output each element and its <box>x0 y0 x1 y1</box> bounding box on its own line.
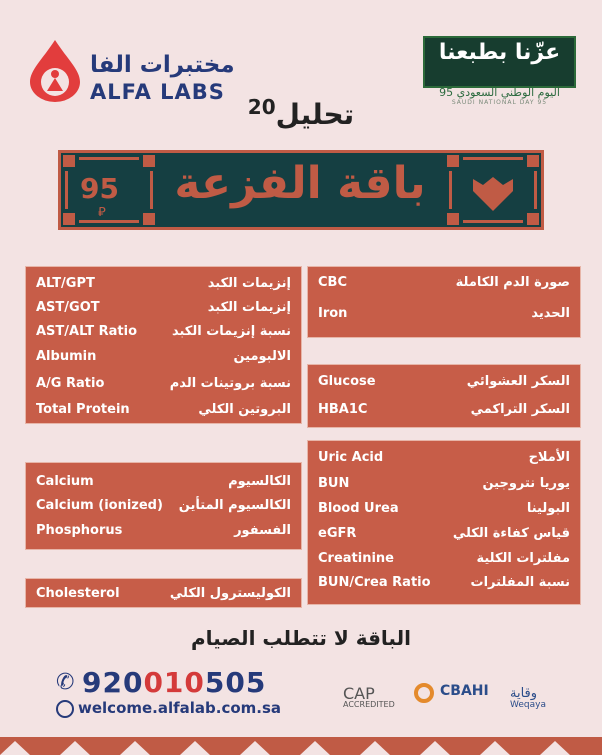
weqaya-logo-arabic: وقاية <box>510 686 538 701</box>
cbahi-ring-icon <box>414 683 434 703</box>
riyal-icon: ⃁ <box>98 205 106 220</box>
brand-name-arabic: مختبرات الفا <box>90 52 235 78</box>
package-name: باقة الفزعة <box>174 158 426 209</box>
weqaya-logo-english: Weqaya <box>510 700 546 710</box>
tests-box-kidney: Uric Acid الأملاح BUN يوريا نتروجين Blood Urea البولينا eGFR قياس كفاءة الكلي Creatinine مفلترات الكلية BUN/Crea Ratio نسبة المفلترات <box>307 440 581 605</box>
phone-icon: ✆ <box>56 670 75 695</box>
saudi-badge-english: SAUDI NATIONAL DAY 95 <box>451 99 548 106</box>
brand-name-english: ALFA LABS <box>90 80 225 104</box>
phone-number[interactable]: 920010505 <box>82 666 267 699</box>
saudi-badge-subtitle: اليوم الوطني السعودي 95 <box>439 86 560 99</box>
pattern-right-hands-icon <box>445 153 541 227</box>
bottom-pattern-icon <box>0 737 602 755</box>
tests-label: تحليل <box>275 98 355 131</box>
tests-box-cholesterol: Cholesterol الكوليسترول الكلي <box>25 578 302 608</box>
tests-box-liver: ALT/GPT إنزيمات الكبد AST/GOT إنزيمات الكبد AST/ALT Ratio نسبة إنزيمات الكبد Albumin الالبومين A/G Ratio نسبة بروتينات الدم Total Protein البروتين الكلي <box>25 266 302 424</box>
tests-count: 20 <box>247 95 276 119</box>
alfa-labs-logo-icon <box>28 38 82 102</box>
package-price: 95 <box>80 172 119 205</box>
fasting-note: الباقة لا تتطلب الصيام <box>191 626 411 650</box>
globe-icon <box>56 700 74 718</box>
tests-count-heading <box>0 95 602 131</box>
saudi-badge-title: عزّنا بطبعنا <box>438 40 561 65</box>
cap-accredited-label: ACCREDITED <box>343 700 395 709</box>
cbahi-logo: CBAHI <box>440 683 489 699</box>
tests-box-sugar: Glucose السكر العشوائي HBA1C السكر التراكمي <box>307 364 581 428</box>
website-link[interactable]: welcome.alfalab.com.sa <box>78 699 282 717</box>
cap-logo: CAP <box>343 684 375 703</box>
tests-box-cbc: CBC صورة الدم الكاملة Iron الحديد <box>307 266 581 338</box>
tests-box-calcium: Calcium الكالسيوم Calcium (ionized) الكالسيوم المتأين Phosphorus الفسفور <box>25 462 302 550</box>
